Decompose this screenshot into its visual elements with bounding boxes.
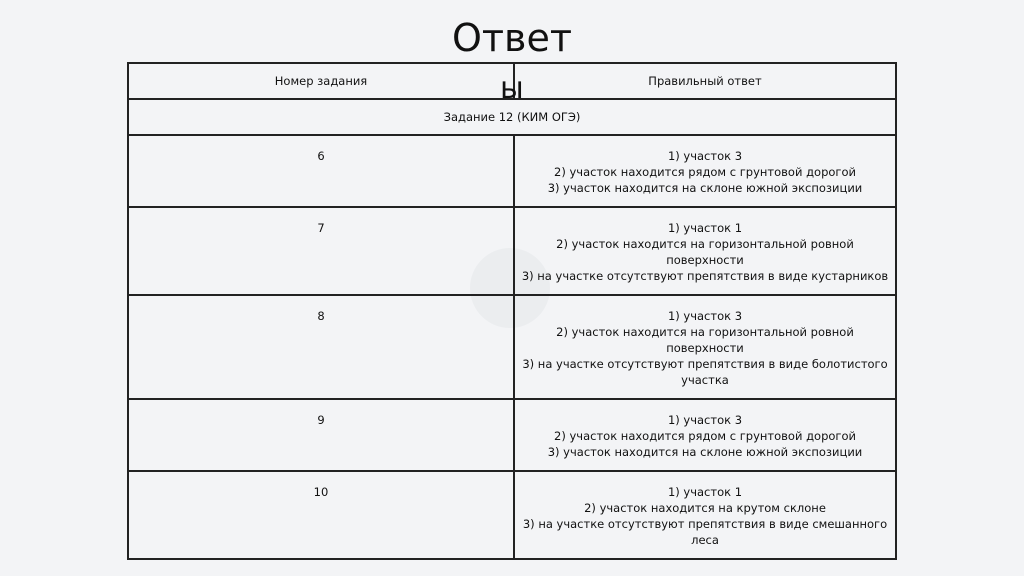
task-number: 8 [128, 295, 514, 399]
answer-line: 2) участок находится на горизонтальной ровной [556, 325, 854, 339]
answer-line: леса [691, 533, 719, 547]
task-number: 9 [128, 399, 514, 471]
table-row [128, 471, 896, 559]
answer-line: 1) участок 1 [667, 221, 743, 235]
answer-line: 1) участок 1 [667, 485, 743, 499]
table-row [128, 399, 896, 471]
answer-line: 3) участок находится на склоне южной экспозиции [547, 445, 863, 459]
answer-cell [514, 295, 896, 399]
answer-cell [514, 399, 896, 471]
header-task-number: Номер задания [128, 63, 514, 99]
table-row [128, 135, 896, 207]
answer-line: 1) участок 3 [667, 149, 743, 163]
task-number: 7 [128, 207, 514, 295]
answer-line: 2) участок находится на крутом склоне [584, 501, 826, 515]
answer-line: 2) участок находится на горизонтальной ровной [556, 237, 854, 251]
answer-cell [514, 471, 896, 559]
header-correct-answer: Правильный ответ [514, 63, 896, 99]
task-number: 6 [128, 135, 514, 207]
answer-line: участка [681, 373, 729, 387]
answer-line: 2) участок находится рядом с грунтовой дорогой [554, 429, 856, 443]
title-line-2: ы [500, 71, 524, 106]
answer-line: 3) на участке отсутствуют препятствия в виде смешанного [522, 517, 888, 531]
answer-cell [514, 207, 896, 295]
answers-table [127, 62, 897, 560]
answer-line: 2) участок находится рядом с грунтовой дорогой [554, 165, 856, 179]
answer-line: 3) на участке отсутствуют препятствия в виде кустарников [521, 269, 889, 283]
section-label: Задание 12 (КИМ ОГЭ) [128, 99, 896, 135]
answer-cell [514, 135, 896, 207]
task-number: 10 [128, 471, 514, 559]
answer-line: поверхности [666, 253, 744, 267]
title-line-1: Ответ [452, 16, 572, 60]
answer-line: 3) участок находится на склоне южной экспозиции [547, 181, 863, 195]
table-row [128, 295, 896, 399]
answer-line: 1) участок 3 [667, 413, 743, 427]
answer-line: 3) на участке отсутствуют препятствия в виде болотистого [522, 357, 888, 371]
table-row [128, 207, 896, 295]
answer-line: 1) участок 3 [667, 309, 743, 323]
answer-line: поверхности [666, 341, 744, 355]
